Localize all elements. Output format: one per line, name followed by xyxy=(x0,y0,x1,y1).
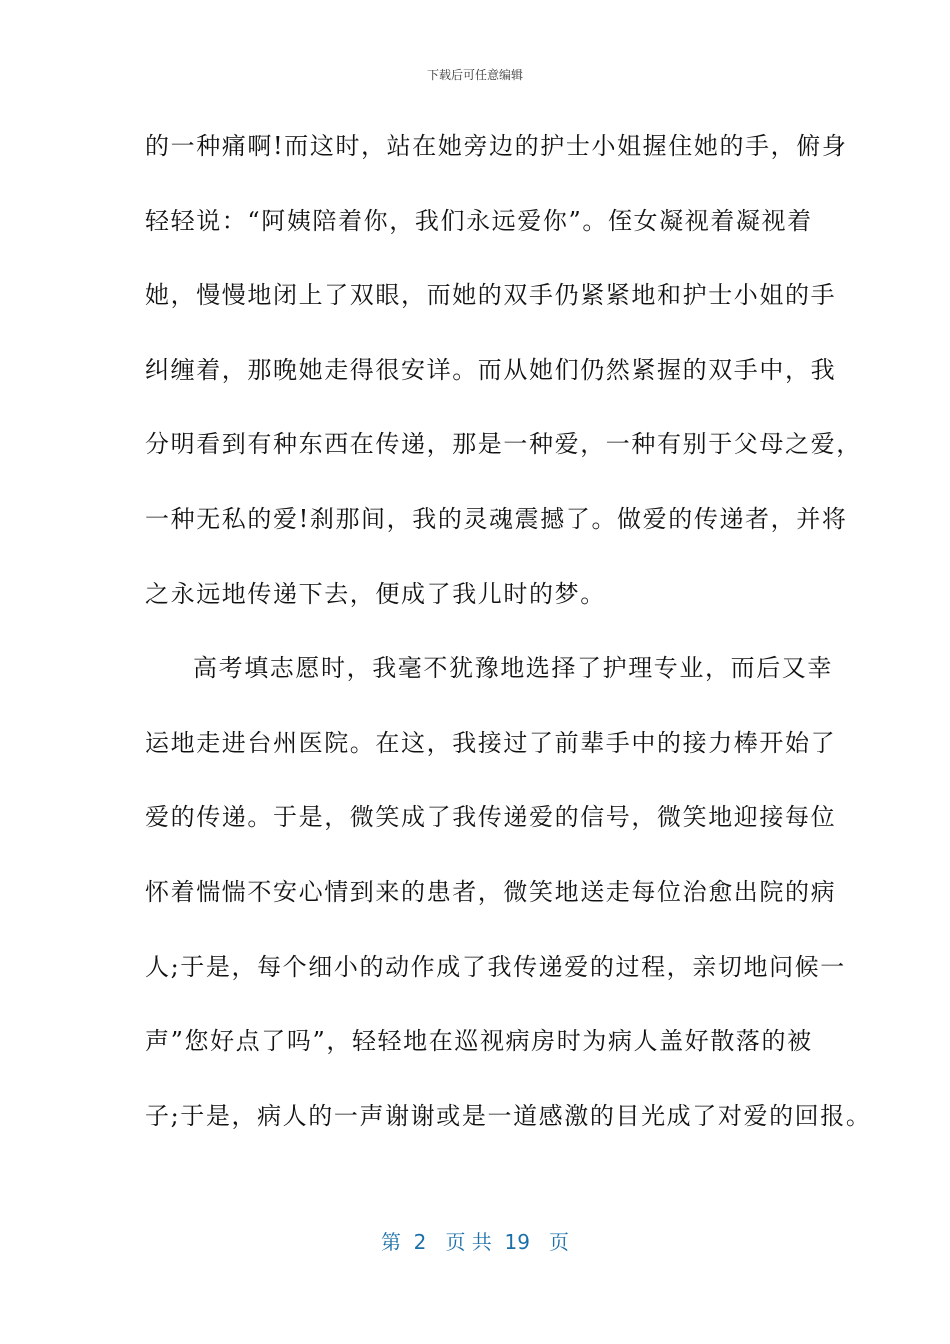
document-body xyxy=(145,126,872,1170)
text-line: 子;于是，病人的一声谢谢或是一道感激的目光成了对爱的回报。 xyxy=(145,1101,872,1130)
page-number-footer: 第 2 页 共 19 页 xyxy=(380,1230,570,1254)
text-line: 一种无私的爱!刹那间，我的灵魂震撼了。做爱的传递者，并将 xyxy=(145,504,848,533)
text-line: 怀着惴惴不安心情到来的患者，微笑地送走每位治愈出院的病 xyxy=(145,877,837,906)
text-line: 她，慢慢地闭上了双眼，而她的双手仍紧紧地和护士小姐的手 xyxy=(145,281,837,310)
text-line: 爱的传递。于是，微笑成了我传递爱的信号，微笑地迎接每位 xyxy=(145,803,837,832)
text-line: 轻轻说：“阿姨陪着你，我们永远爱你”。侄女凝视着凝视着 xyxy=(145,206,813,235)
text-line: 之永远地传递下去，便成了我儿时的梦。 xyxy=(145,579,606,608)
text-line: 纠缠着，那晚她走得很安详。而从她们仍然紧握的双手中，我 xyxy=(145,355,837,384)
text-line: 分明看到有种东西在传递，那是一种爱，一种有别于父母之爱， xyxy=(145,430,862,459)
text-line: 声”您好点了吗”，轻轻地在巡视病房时为病人盖好散落的被 xyxy=(145,1027,813,1056)
page-header-note: 下载后可任意编辑 xyxy=(426,68,523,82)
paragraph-first-line: 高考填志愿时，我毫不犹豫地选择了护理专业，而后又幸 xyxy=(193,654,833,683)
text-line: 人;于是，每个细小的动作成了我传递爱的过程，亲切地问候一 xyxy=(145,952,846,981)
text-line: 的一种痛啊!而这时，站在她旁边的护士小姐握住她的手，俯身 xyxy=(145,132,848,160)
text-line: 运地走进台州医院。在这，我接过了前辈手中的接力棒开始了 xyxy=(145,728,837,757)
